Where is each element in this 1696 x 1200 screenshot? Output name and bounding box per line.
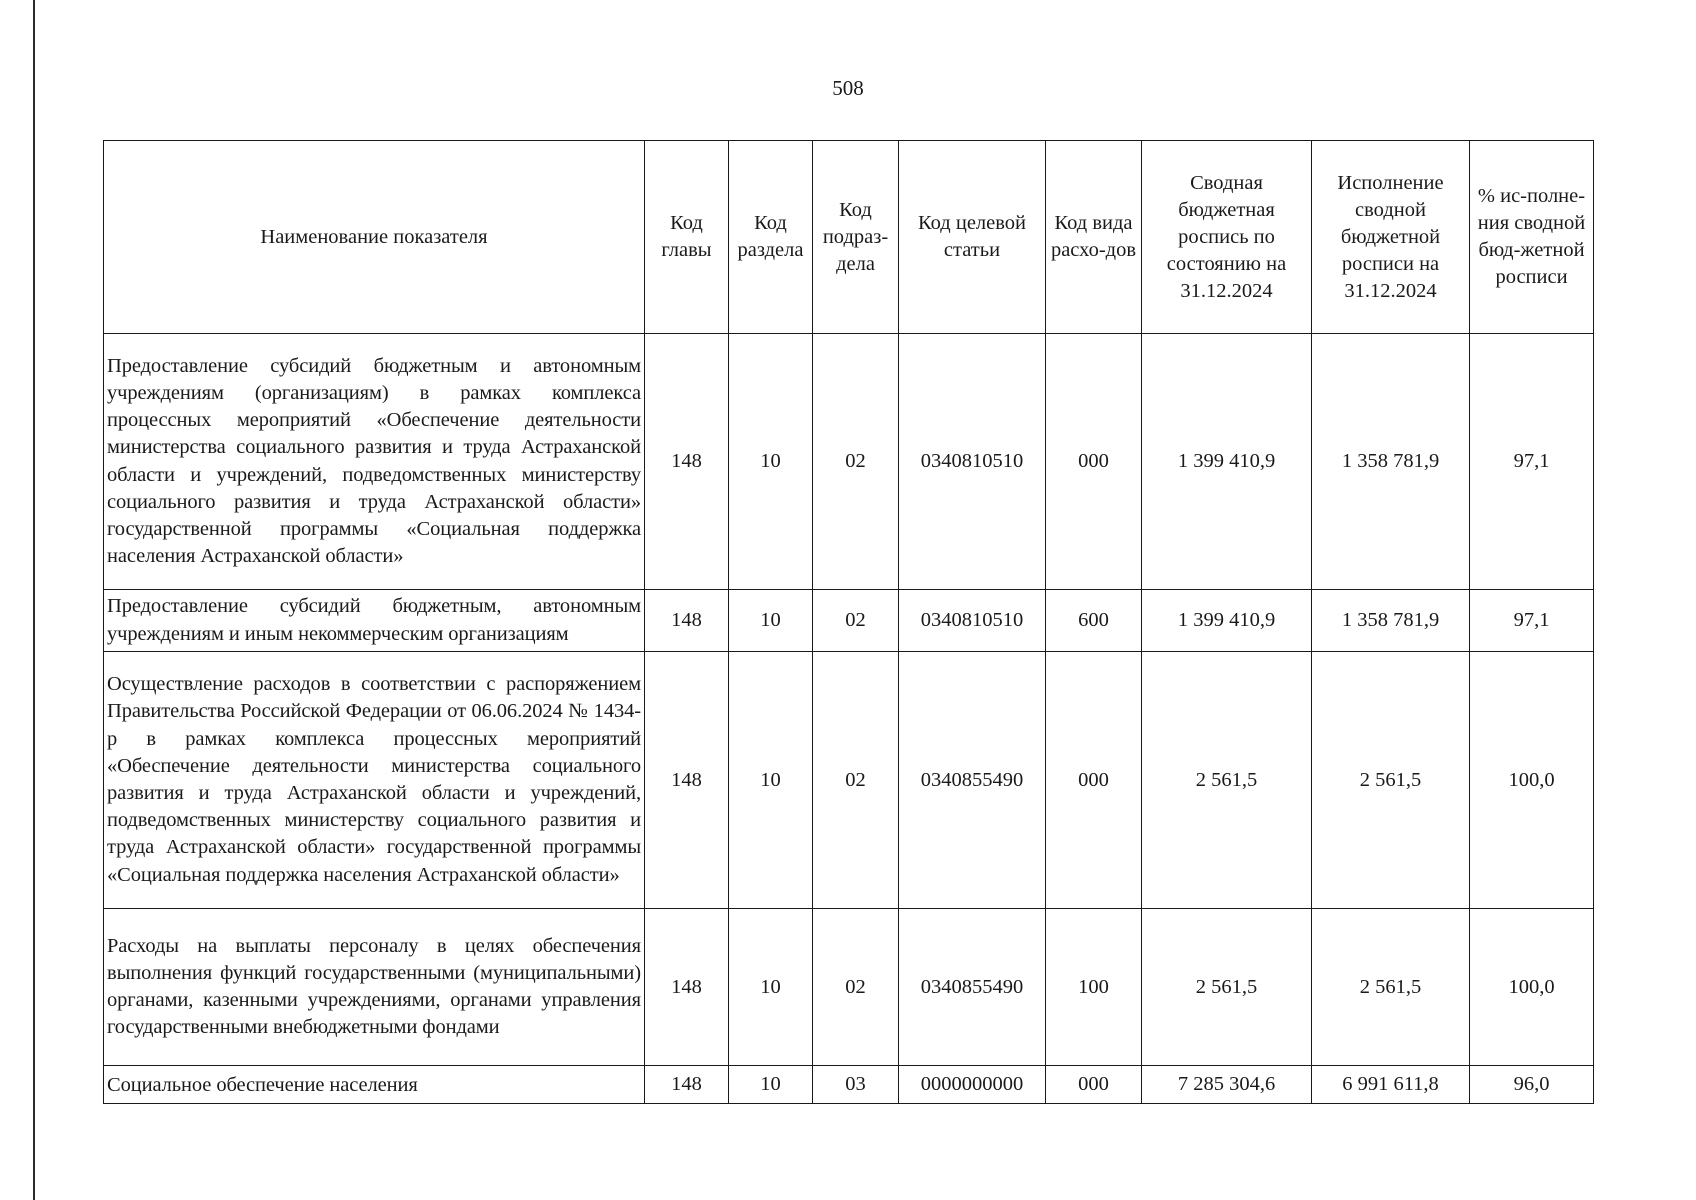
table-row (104, 1066, 1594, 1104)
row-section-code: 10 (729, 909, 813, 1066)
row-subsection-code: 02 (813, 652, 899, 909)
row-budget-plan: 2 561,5 (1142, 652, 1312, 909)
row-execution: 1 358 781,9 (1312, 590, 1470, 652)
row-chapter-code: 148 (645, 652, 729, 909)
row-percent: 100,0 (1470, 909, 1594, 1066)
row-percent: 97,1 (1470, 590, 1594, 652)
row-expense-type-code: 000 (1046, 334, 1142, 590)
row-budget-plan: 7 285 304,6 (1142, 1066, 1312, 1104)
row-budget-plan: 1 399 410,9 (1142, 334, 1312, 590)
row-name: Осуществление расходов в соответствии с распоряжением Правительства Российской Федерации от 06.06.2024 № 1434-р в рамках комплекса процессных мероприятий «Обеспечение деятельности министерства социального развития и труда Астраханской области и учреждений, подведомственных министерству социального развития и труда Астраханской области» государственной программы «Социальная поддержка населения Астраханской области» (104, 652, 645, 909)
row-name: Расходы на выплаты персоналу в целях обеспечения выполнения функций государственными (муниципальными) органами, казенными учреждениями, органами управления государственными внебюджетными фондами (104, 909, 645, 1066)
row-expense-type-code: 000 (1046, 652, 1142, 909)
budget-execution-table (103, 140, 1594, 1104)
row-subsection-code: 03 (813, 1066, 899, 1104)
header-target-code: Код целевой статьи (899, 141, 1046, 334)
row-subsection-code: 02 (813, 334, 899, 590)
row-name: Социальное обеспечение населения (104, 1066, 645, 1104)
header-chapter-code: Код главы (645, 141, 729, 334)
header-expense-type-code: Код вида расхо-дов (1046, 141, 1142, 334)
table-row (104, 590, 1594, 652)
header-name: Наименование показателя (104, 141, 645, 334)
row-section-code: 10 (729, 334, 813, 590)
table-row (104, 652, 1594, 909)
binding-margin-line (33, 0, 35, 1200)
row-percent: 97,1 (1470, 334, 1594, 590)
table-header-row (104, 141, 1594, 334)
table-row (104, 909, 1594, 1066)
row-percent: 96,0 (1470, 1066, 1594, 1104)
row-budget-plan: 2 561,5 (1142, 909, 1312, 1066)
row-execution: 1 358 781,9 (1312, 334, 1470, 590)
row-budget-plan: 1 399 410,9 (1142, 590, 1312, 652)
table-row (104, 334, 1594, 590)
row-chapter-code: 148 (645, 334, 729, 590)
row-name: Предоставление субсидий бюджетным, автономным учреждениям и иным некоммерческим организациям (104, 590, 645, 652)
row-chapter-code: 148 (645, 909, 729, 1066)
header-subsection-code: Код подраз-дела (813, 141, 899, 334)
row-section-code: 10 (729, 1066, 813, 1104)
row-execution: 2 561,5 (1312, 909, 1470, 1066)
row-name: Предоставление субсидий бюджетным и автономным учреждениям (организациям) в рамках комплекса процессных мероприятий «Обеспечение деятельности министерства социального развития и труда Астраханской области и учреждений, подведомственных министерству социального развития и труда Астраханской области» государственной программы «Социальная поддержка населения Астраханской области» (104, 334, 645, 590)
row-target-code: 0000000000 (899, 1066, 1046, 1104)
row-section-code: 10 (729, 652, 813, 909)
row-chapter-code: 148 (645, 590, 729, 652)
header-section-code: Код раздела (729, 141, 813, 334)
header-percent: % ис-полне-ния сводной бюд-жетной росписи (1470, 141, 1594, 334)
row-expense-type-code: 100 (1046, 909, 1142, 1066)
row-subsection-code: 02 (813, 909, 899, 1066)
row-section-code: 10 (729, 590, 813, 652)
row-execution: 6 991 611,8 (1312, 1066, 1470, 1104)
row-percent: 100,0 (1470, 652, 1594, 909)
row-target-code: 0340810510 (899, 334, 1046, 590)
row-execution: 2 561,5 (1312, 652, 1470, 909)
row-subsection-code: 02 (813, 590, 899, 652)
row-target-code: 0340855490 (899, 909, 1046, 1066)
row-target-code: 0340855490 (899, 652, 1046, 909)
row-expense-type-code: 000 (1046, 1066, 1142, 1104)
header-execution: Исполнение сводной бюджетной росписи на 31.12.2024 (1312, 141, 1470, 334)
row-target-code: 0340810510 (899, 590, 1046, 652)
page-number: 508 (832, 76, 864, 100)
header-budget-plan: Сводная бюджетная роспись по состоянию на 31.12.2024 (1142, 141, 1312, 334)
row-expense-type-code: 600 (1046, 590, 1142, 652)
row-chapter-code: 148 (645, 1066, 729, 1104)
